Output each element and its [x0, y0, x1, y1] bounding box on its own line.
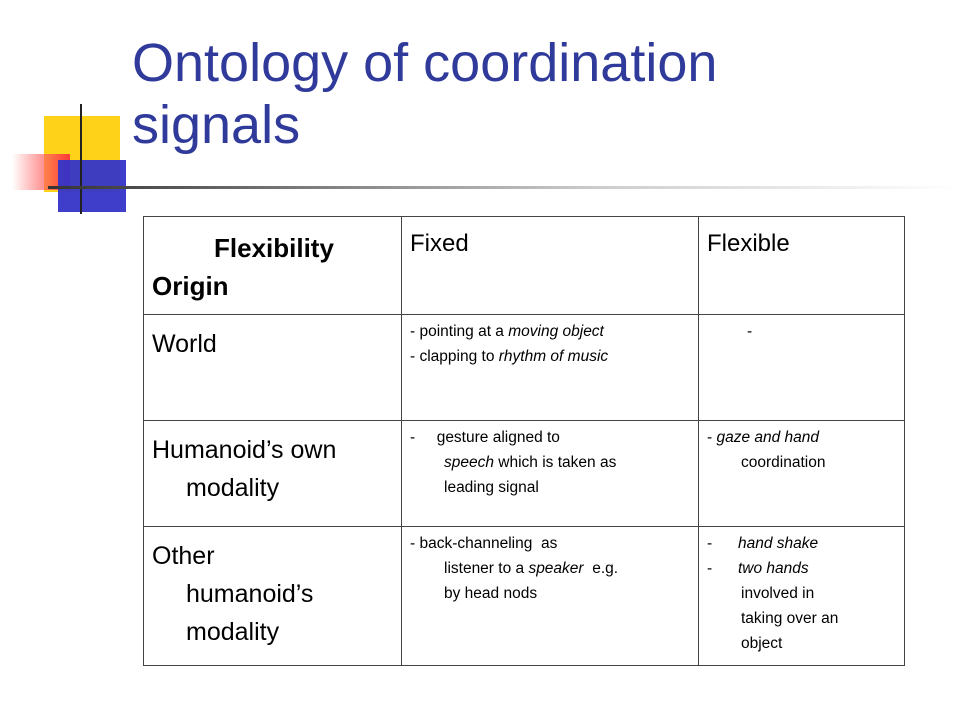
world-fixed-cell: - pointing at a moving object - clapping to rhythm of music — [402, 315, 699, 421]
row-label-other-modality: Other humanoid’s modality — [144, 527, 402, 666]
table-row — [144, 315, 905, 421]
corner-cell — [144, 217, 402, 315]
table-header-row — [144, 217, 905, 315]
title-line-1: Ontology of coordination — [132, 33, 718, 93]
header-fixed: Fixed — [402, 217, 699, 315]
title-underline — [48, 186, 960, 189]
corner-origin: Origin — [152, 271, 229, 301]
table-row — [144, 527, 905, 666]
decor-vertical-line — [80, 104, 82, 214]
world-flexible-cell: - — [699, 315, 905, 421]
corner-flexibility: Flexibility — [214, 233, 334, 263]
table-row — [144, 421, 905, 527]
slide-title — [132, 32, 932, 156]
own-modality-flexible-cell: - gaze and hand coordination — [699, 421, 905, 527]
row-label-world: World — [144, 315, 402, 421]
title-line-2: signals — [132, 95, 301, 155]
ontology-table — [143, 216, 905, 666]
other-modality-flexible-cell: - hand shake - two hands involved in taking over an object — [699, 527, 905, 666]
own-modality-fixed-cell: - gesture aligned to speech which is taken as leading signal — [402, 421, 699, 527]
header-flexible: Flexible — [699, 217, 905, 315]
row-label-own-modality: Humanoid’s own modality — [144, 421, 402, 527]
other-modality-fixed-cell: - back-channeling as listener to a speaker e.g. by head nods — [402, 527, 699, 666]
